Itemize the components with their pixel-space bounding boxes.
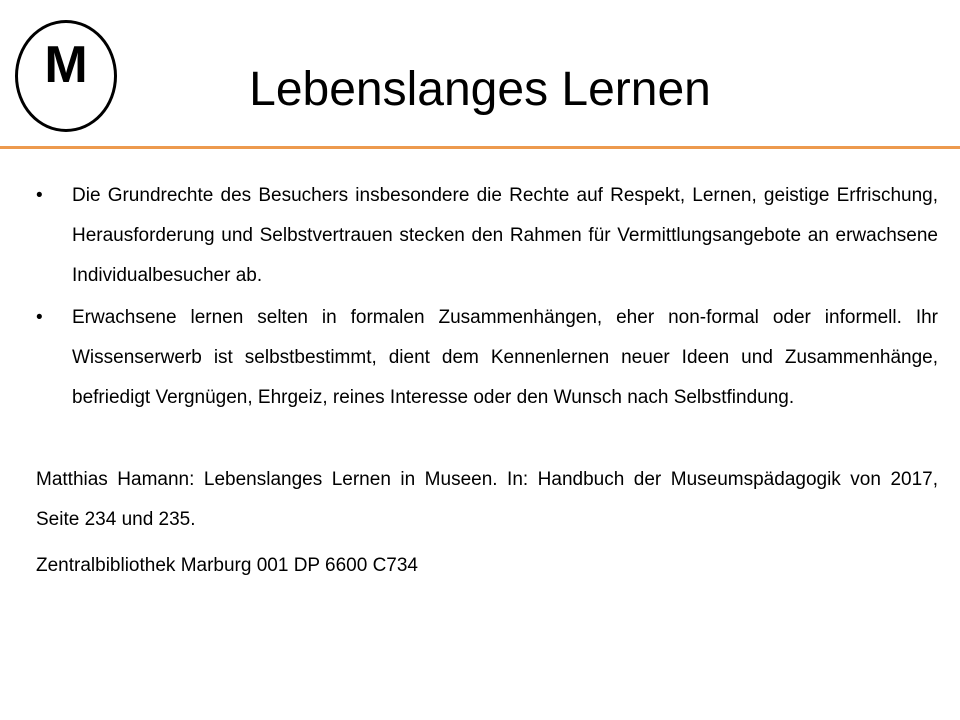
spacer (36, 420, 938, 460)
bullet-item (36, 298, 938, 418)
logo-letter: M (44, 36, 88, 94)
bullet-text: Die Grundrechte des Besuchers insbesondere die Rechte auf Respekt, Lernen, geistige Erfrischung, Herausforderung und Selbstvertrauen stecken den Rahmen für Vermittlungsangebote an erwachsene Individualbesucher ab. (72, 185, 938, 286)
bullet-item (36, 176, 938, 296)
slide-title (0, 58, 960, 122)
bullet-marker: • (36, 307, 43, 328)
source-reference: Matthias Hamann: Lebenslanges Lernen in Museen. In: Handbuch der Museumspädagogik von 2017, Seite 234 und 235. (36, 469, 938, 530)
library-catalog-number: Zentralbibliothek Marburg 001 DP 6600 C734 (36, 555, 418, 576)
slide-title-text: Lebenslanges Lernen (249, 63, 711, 116)
bullet-list (36, 176, 938, 418)
bullet-marker: • (36, 185, 43, 206)
title-divider (0, 146, 960, 149)
bullet-text: Erwachsene lernen selten in formalen Zusammenhängen, eher non-formal oder informell. Ihr Wissenserwerb ist selbstbestimmt, dient dem Kennenlernen neuer Ideen und Zusammenhänge, befriedigt Vergnügen, Ehrgeiz, reines Interesse oder den Wunsch nach Selbstfindung. (72, 307, 938, 408)
slide-content (36, 176, 938, 586)
